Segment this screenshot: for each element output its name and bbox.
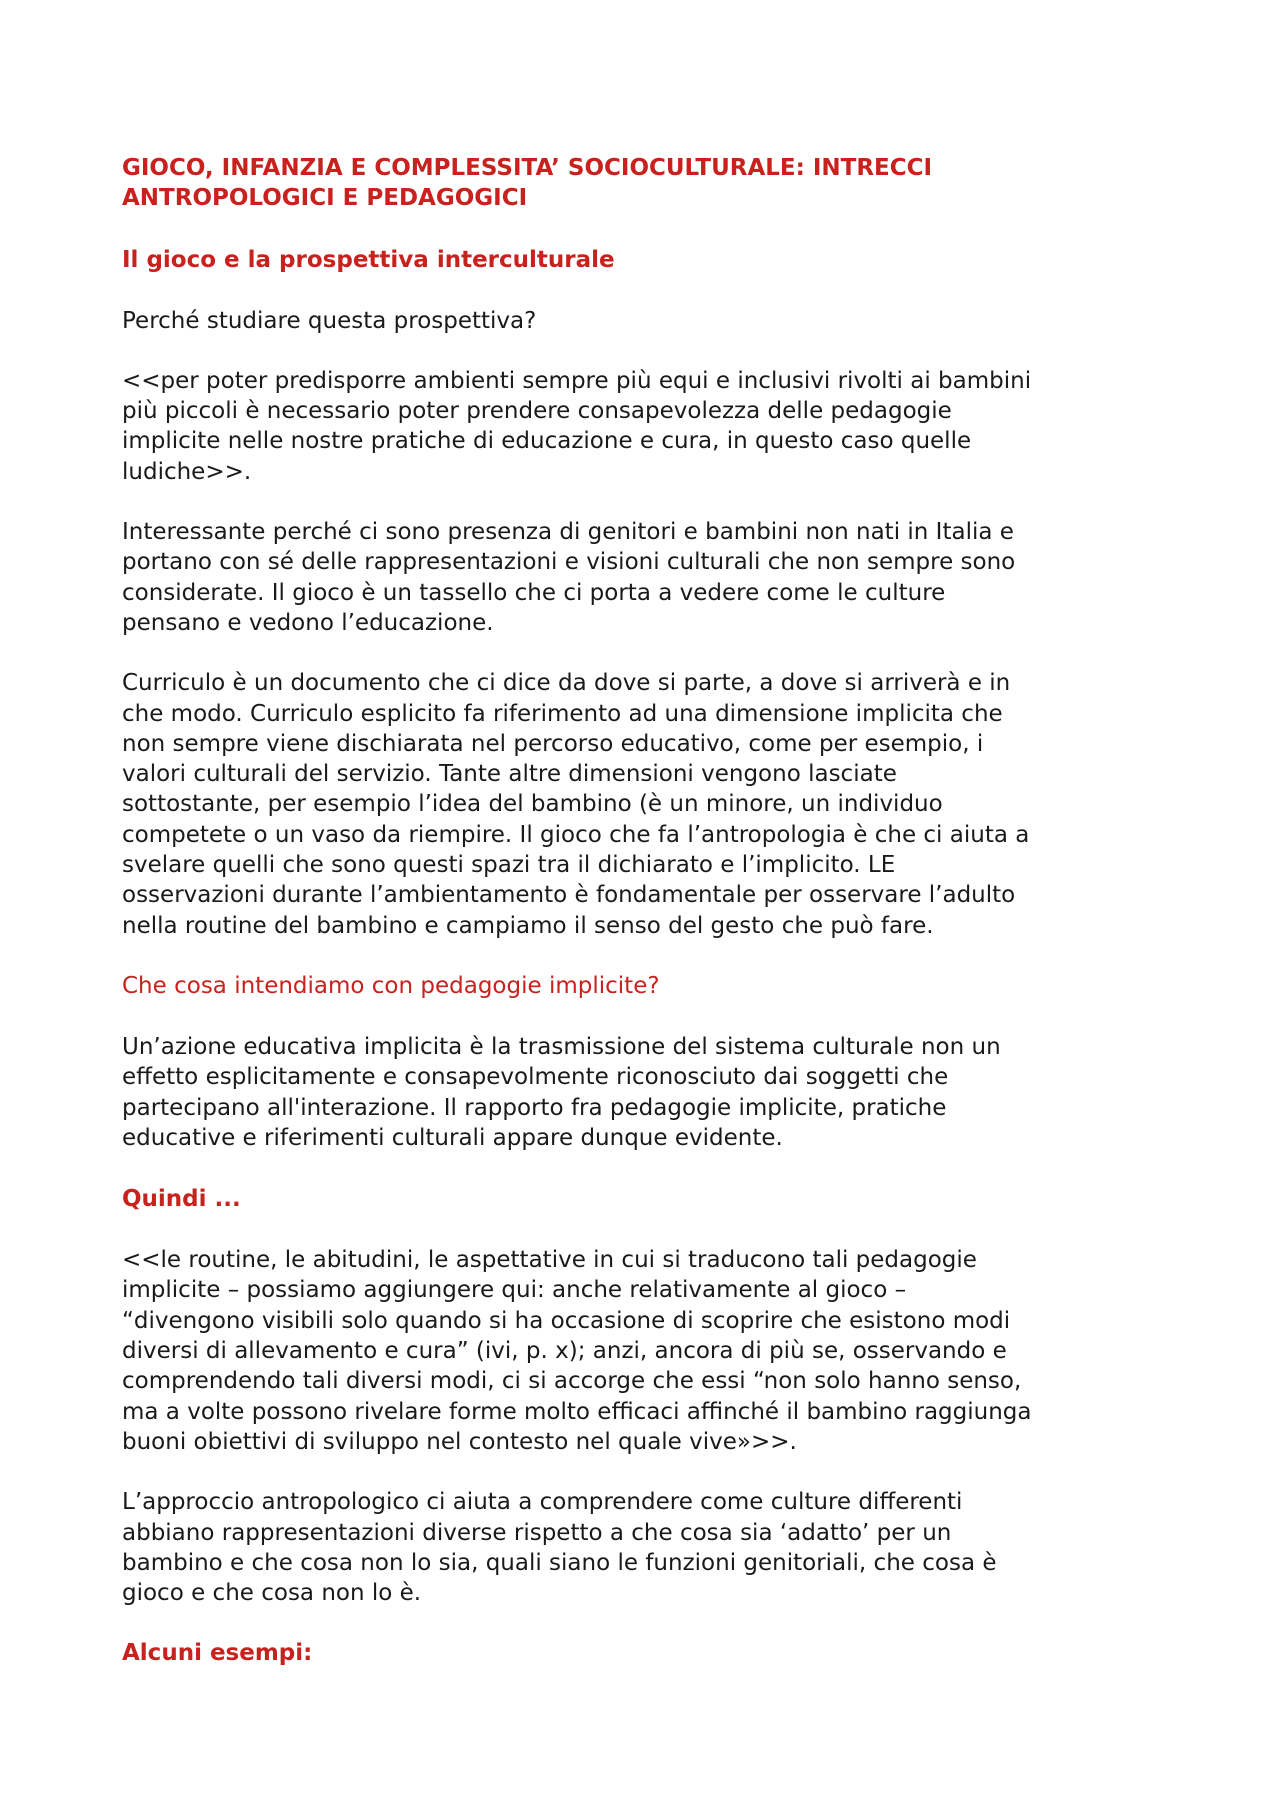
quote-paragraph-2: <<le routine, le abitudini, le aspettative in cui si traducono tali pedagogie implicite – possiamo aggiungere qui: anche relativamente al gioco – “divengono visibili solo quando si ha occasione di scoprire che esistono modi diversi di allevamento e cura” (ivi, p. x); anzi, ancora di più se, osservando e comprendendo tali diversi modi, ci si accorge che essi “non solo hanno senso, ma a volte possono rivelare forme molto efficaci affinché il bambino raggiunga buoni obiettivi di sviluppo nel contesto nel quale vive»>>. xyxy=(122,1247,1032,1455)
heading-alcuni-esempi: Alcuni esempi: xyxy=(122,1640,313,1667)
section-heading: Il gioco e la prospettiva interculturale xyxy=(122,246,615,273)
paragraph-interessante: Interessante perché ci sono presenza di genitori e bambini non nati in Italia e portano con sé delle rappresentazioni e visioni culturali che non sempre sono considerate. Il gioco è un tassello che ci porta a vedere come le culture pensano e vedono l’educazione. xyxy=(122,519,1016,636)
subheading-pedagogie-implicite: Che cosa intendiamo con pedagogie implicite? xyxy=(122,972,660,999)
document-title: GIOCO, INFANZIA E COMPLESSITA’ SOCIOCULTURALE: INTRECCI ANTROPOLOGICI E PEDAGOGICI xyxy=(122,155,933,212)
quote-paragraph-1: <<per poter predisporre ambienti sempre più equi e inclusivi rivolti ai bambini più piccoli è necessario poter prendere consapevolezza delle pedagogie implicite nelle nostre pratiche di educazione e cura, in questo caso quelle ludiche>>. xyxy=(122,367,1032,485)
paragraph-azione-educativa: Un’azione educativa implicita è la trasmissione del sistema culturale non un effetto esplicitamente e consapevolmente riconosciuto dai soggetti che partecipano all'interazione. Il rapporto fra pedagogie implicite, pratiche educative e riferimenti culturali appare dunque evidente. xyxy=(122,1033,1001,1151)
heading-quindi: Quindi ... xyxy=(122,1186,241,1213)
document-page xyxy=(122,153,1162,1668)
paragraph-approccio: L’approccio antropologico ci aiuta a comprendere come culture differenti abbiano rappresentazioni diverse rispetto a che cosa sia ‘adatto’ per un bambino e che cosa non lo sia, quali siano le funzioni genitoriali, che cosa è gioco e che cosa non lo è. xyxy=(122,1489,997,1607)
question-paragraph: Perché studiare questa prospettiva? xyxy=(122,307,537,334)
paragraph-curriculo: Curriculo è un documento che ci dice da dove si parte, a dove si arriverà e in che modo. Curriculo esplicito fa riferimento ad una dimensione implicita che non sempre viene dischiarata nel percorso educativo, come per esempio, i valori culturali del servizio. Tante altre dimensioni vengono lasciate sottostante, per esempio l’idea del bambino (è un minore, un individuo competete o un vaso da riempire. Il gioco che fa l’antropologia è che ci aiuta a svelare quelli che sono questi spazi tra il dichiarato e l’implicito. LE osservazioni durante l’ambientamento è fondamentale per osservare l’adulto nella routine del bambino e campiamo il senso del gesto che può fare. xyxy=(122,670,1030,939)
